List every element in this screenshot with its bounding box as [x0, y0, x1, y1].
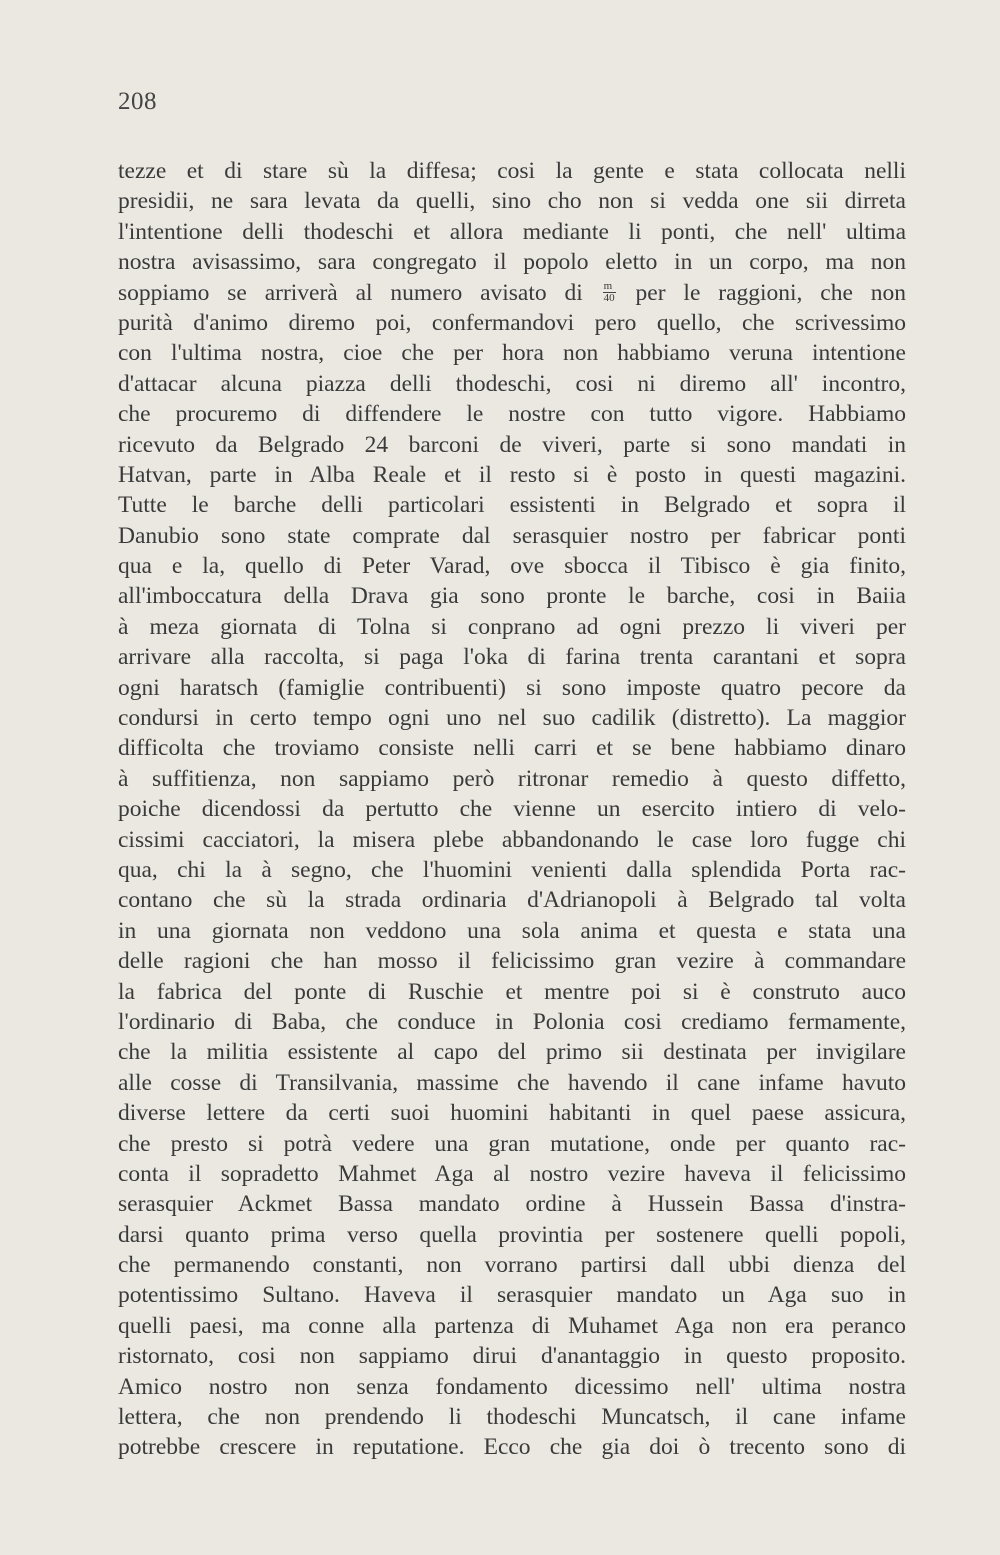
- fraction: [603, 281, 616, 304]
- text-line: purità d'animo diremo poi, confermandovi pero quello, che scrivessimo: [118, 309, 906, 336]
- text-line: l'ordinario di Baba, che conduce in Polonia cosi crediamo fermamente,: [118, 1008, 906, 1035]
- text-line: potentissimo Sultano. Haveva il serasquier mandato un Aga suo in: [118, 1282, 906, 1309]
- text-line: condursi in certo tempo ogni uno nel suo cadilik (distretto). La maggior: [118, 705, 906, 732]
- text-line: conta il sopradetto Mahmet Aga al nostro vezire haveva il felicissimo: [118, 1160, 906, 1187]
- text-line: tezze et di stare sù la diffesa; cosi la gente e stata collocata nelli: [118, 158, 906, 184]
- text-line: cissimi cacciatori, la misera plebe abbandonando le case loro fugge chi: [118, 826, 906, 853]
- text-line: che permanendo constanti, non vorrano partirsi dall ubbi dienza del: [118, 1252, 906, 1279]
- text-line: contano che sù la strada ordinaria d'Adrianopoli à Belgrado tal volta: [118, 887, 906, 914]
- text-line: alle cosse di Transilvania, massime che havendo il cane infame havuto: [118, 1069, 906, 1096]
- text-line: Hatvan, parte in Alba Reale et il resto si è posto in questi magazini.: [118, 461, 906, 488]
- text-line: nostra avisassimo, sara congregato il popolo eletto in un corpo, ma non: [118, 249, 906, 276]
- text-line: serasquier Ackmet Bassa mandato ordine à Hussein Bassa d'instra-: [118, 1191, 906, 1218]
- text-line: à meza giornata di Tolna si conprano ad ogni prezzo li viveri per: [118, 613, 906, 640]
- text-line: presidii, ne sara levata da quelli, sino cho non si vedda one sii dirreta: [118, 188, 906, 215]
- text-line: la fabrica del ponte di Ruschie et mentre poi si è construto auco: [118, 978, 906, 1005]
- text-line: Danubio sono state comprate dal serasquier nostro per fabricar ponti: [118, 522, 906, 549]
- text-line: ricevuto da Belgrado 24 barconi de viveri, parte si sono mandati in: [118, 431, 906, 458]
- text-segment: soppiamo se arriverà al numero avisato di: [118, 279, 583, 306]
- text-line: quelli paesi, ma conne alla partenza di Muhamet Aga non era peranco: [118, 1312, 906, 1339]
- fraction-denominator: 40: [603, 291, 615, 304]
- text-line: lettera, che non prendendo li thodeschi Muncatsch, il cane infame: [118, 1404, 906, 1431]
- text-line: poiche dicendossi da pertutto che vienne un esercito intiero di velo-: [118, 796, 906, 823]
- text-segment: per le raggioni, che non: [635, 279, 907, 306]
- text-line: difficolta che troviamo consiste nelli carri et se bene habbiamo dinaro: [118, 735, 906, 762]
- text-line: qua, chi la à segno, che l'huomini venienti dalla splendida Porta rac-: [118, 856, 906, 883]
- text-line: che procuremo di diffendere le nostre con tutto vigore. Habbiamo: [118, 401, 906, 428]
- fraction-numerator: m: [603, 281, 616, 293]
- text-line: diverse lettere da certi suoi huomini habitanti in quel paese assicura,: [118, 1100, 906, 1127]
- text-line: in una giornata non veddono una sola anima et questa e stata una: [118, 917, 906, 944]
- text-line: che presto si potrà vedere una gran mutatione, onde per quanto rac-: [118, 1130, 906, 1157]
- text-line: potrebbe crescere in reputatione. Ecco che gia doi ò trecento sono di: [118, 1434, 906, 1461]
- text-line: Amico nostro non senza fondamento dicessimo nell' ultima nostra: [118, 1373, 906, 1400]
- body-text: [118, 156, 906, 1463]
- text-line: darsi quanto prima verso quella provintia per sostenere quelli popoli,: [118, 1221, 906, 1248]
- text-line: l'intentione delli thodeschi et allora mediante li ponti, che nell' ultima: [118, 218, 906, 245]
- text-line: che la militia essistente al capo del primo sii destinata per invigilare: [118, 1039, 906, 1066]
- text-line: ogni haratsch (famiglie contribuenti) si sono imposte quatro pecore da: [118, 674, 906, 701]
- text-line-with-fraction: [118, 278, 906, 308]
- page-number: 208: [118, 88, 157, 115]
- text-line: ristornato, cosi non sappiamo dirui d'anantaggio in questo proposito.: [118, 1343, 906, 1370]
- text-line: arrivare alla raccolta, si paga l'oka di farina trenta carantani et sopra: [118, 644, 906, 671]
- text-line: d'attacar alcuna piazza delli thodeschi, cosi ni diremo all' incontro,: [118, 370, 906, 397]
- text-line: all'imboccatura della Drava gia sono pronte le barche, cosi in Baiia: [118, 583, 906, 610]
- text-line: con l'ultima nostra, cioe che per hora non habbiamo veruna intentione: [118, 340, 906, 367]
- text-line: à suffitienza, non sappiamo però ritronar remedio à questo diffetto,: [118, 765, 906, 792]
- text-line: qua e la, quello di Peter Varad, ove sbocca il Tibisco è gia finito,: [118, 553, 906, 580]
- text-line: delle ragioni che han mosso il felicissimo gran vezire à commandare: [118, 948, 906, 975]
- text-line: Tutte le barche delli particolari essistenti in Belgrado et sopra il: [118, 492, 906, 519]
